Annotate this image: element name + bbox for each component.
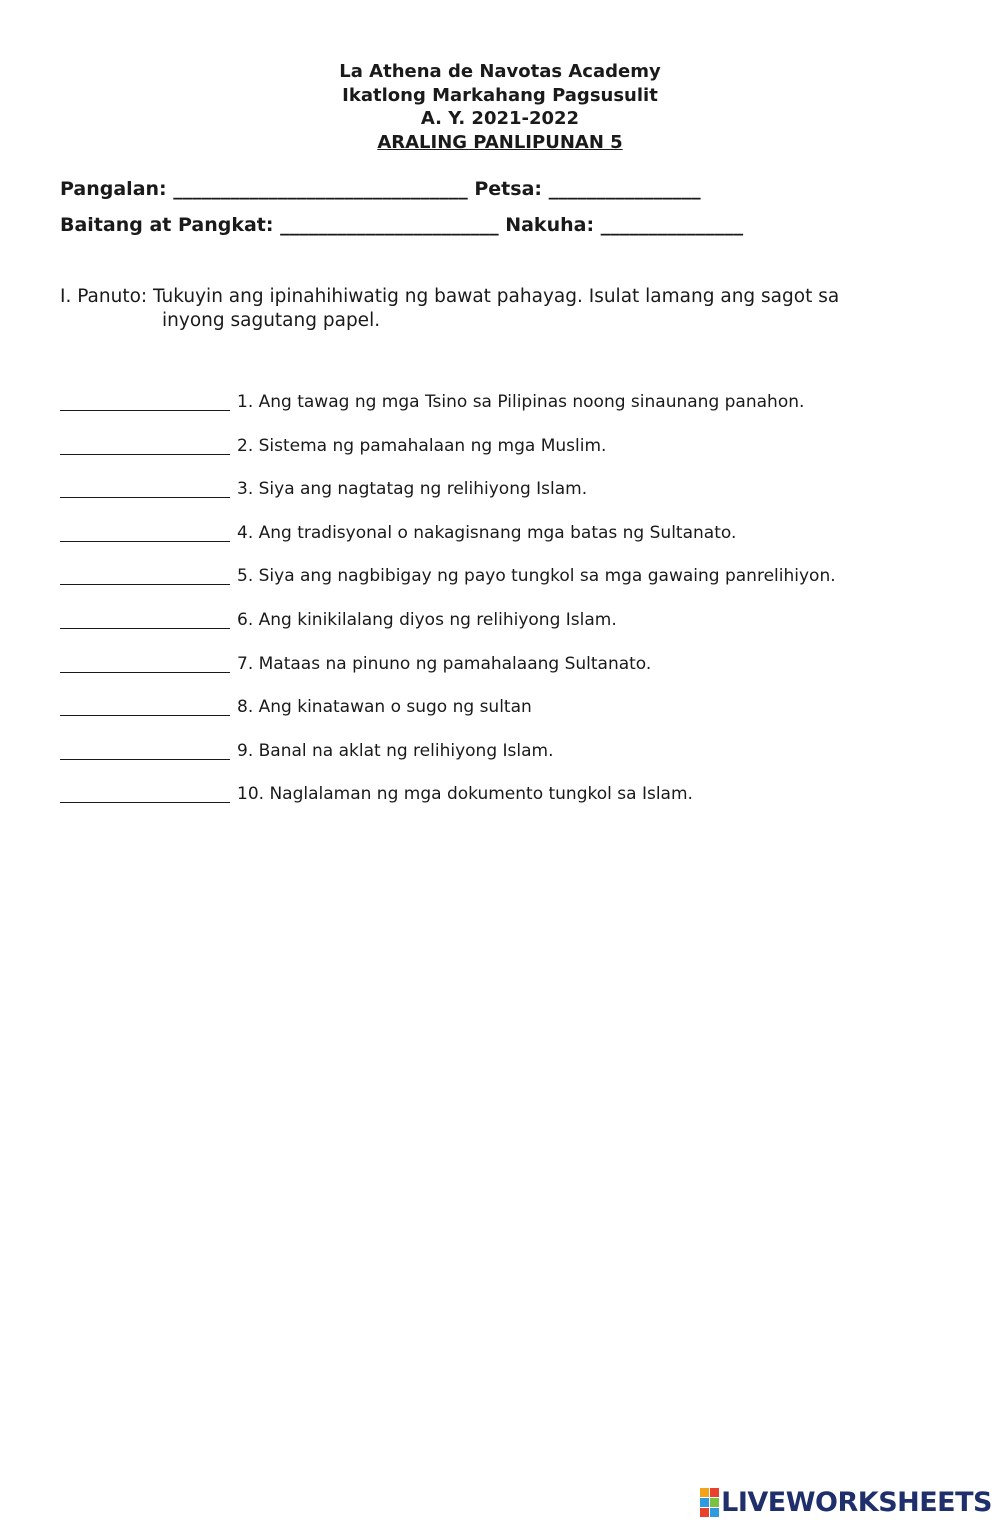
question-text: 4. Ang tradisyonal o nakagisnang mga batas ng Sultanato. [237,522,737,543]
question-text: 10. Naglalaman ng mga dokumento tungkol sa Islam. [237,784,693,805]
name-date-row: Pangalan: _______________________________ Petsa: ________________ [60,178,701,200]
instructions [60,285,920,333]
answer-blank[interactable] [60,608,230,629]
question-item [60,739,960,783]
school-name: La Athena de Navotas Academy [339,61,661,82]
answer-blank[interactable] [60,782,230,803]
logo-text: LIVEWORKSHEETS [721,1486,992,1518]
answer-blank[interactable] [60,739,230,760]
subject-title: ARALING PANLIPUNAN 5 [377,131,623,153]
question-text: 6. Ang kinikilalang diyos ng relihiyong Islam. [237,609,617,630]
question-text: 3. Siya ang nagtatag ng relihiyong Islam. [237,479,588,500]
question-item [60,521,960,565]
question-text: 2. Sistema ng pamahalaan ng mga Muslim. [237,435,607,456]
answer-blank[interactable] [60,477,230,498]
grade-score-row: Baitang at Pangkat: _______________________ Nakuha: _______________ [60,214,744,236]
question-text: 7. Mataas na pinuno ng pamahalaang Sultanato. [237,653,652,674]
question-text: 8. Ang kinatawan o sugo ng sultan [237,697,532,718]
liveworksheets-logo [700,1487,992,1517]
exam-title: Ikatlong Markahang Pagsusulit [342,84,658,106]
question-text: 5. Siya ang nagbibigay ng payo tungkol sa mga gawaing panrelihiyon. [237,566,836,587]
academic-year: A. Y. 2021-2022 [420,108,580,129]
question-item [60,695,960,739]
answer-blank[interactable] [60,695,230,716]
question-item [60,564,960,608]
question-text: 1. Ang tawag ng mga Tsino sa Pilipinas noong sinaunang panahon. [237,392,805,412]
question-item [60,608,960,652]
question-item [60,434,960,478]
worksheet-header [0,60,1000,154]
answer-blank[interactable] [60,652,230,673]
question-list [60,390,960,826]
answer-blank[interactable] [60,390,230,411]
logo-blocks-icon [700,1488,719,1517]
question-text: 9. Banal na aklat ng relihiyong Islam. [237,740,554,761]
answer-blank[interactable] [60,434,230,455]
instructions-line-2: inyong sagutang papel. [162,310,381,331]
answer-blank[interactable] [60,564,230,585]
question-item [60,390,960,434]
instructions-line-1: I. Panuto: Tukuyin ang ipinahihiwatig ng bawat pahayag. Isulat lamang ang sagot sa [60,286,840,307]
question-item [60,652,960,696]
answer-blank[interactable] [60,521,230,542]
question-item [60,782,960,826]
question-item [60,477,960,521]
